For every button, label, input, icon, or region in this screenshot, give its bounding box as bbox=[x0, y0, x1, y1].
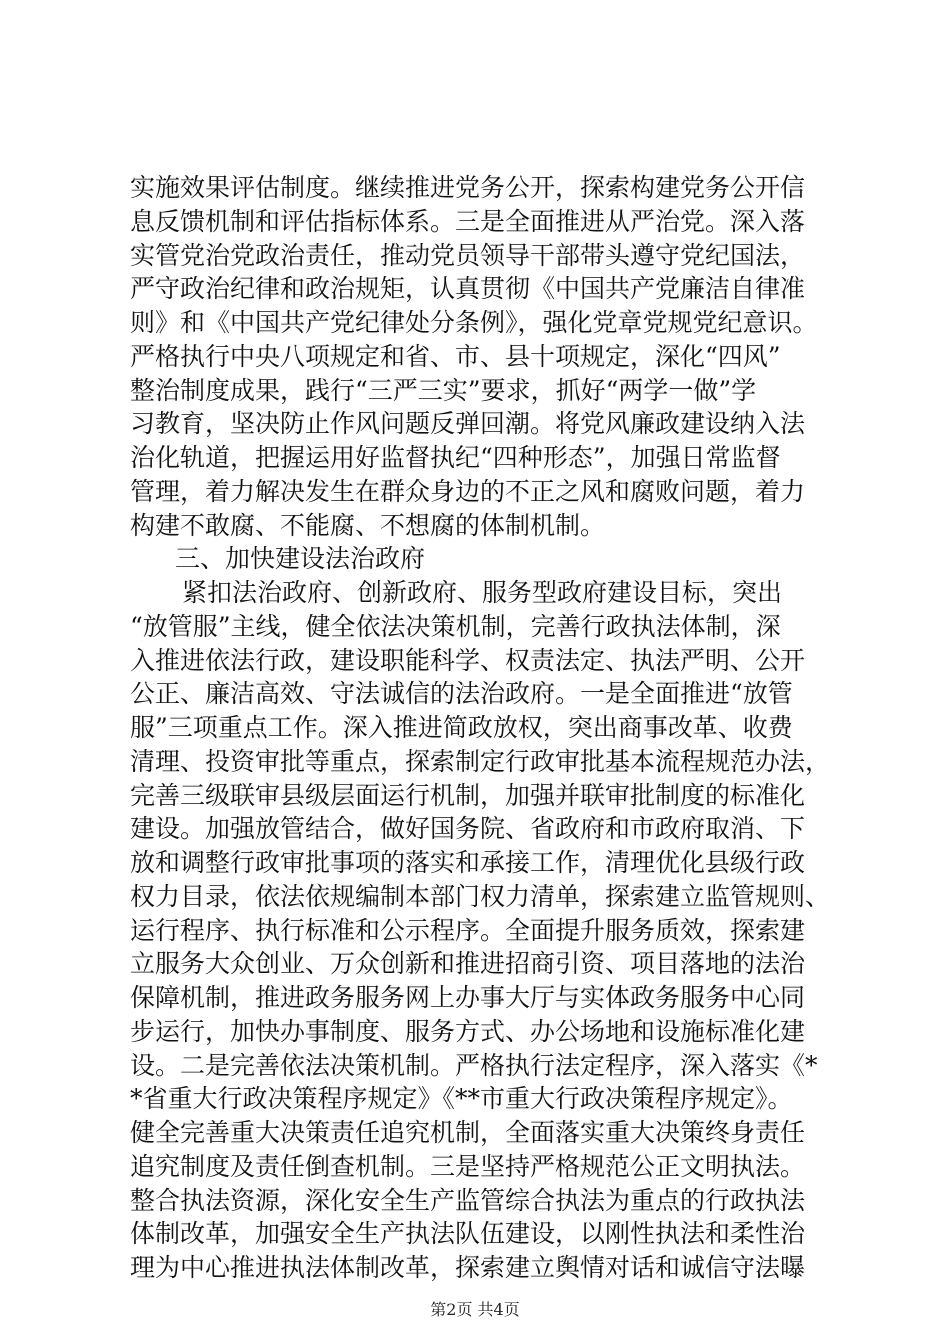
text-line: “放管服”主线，健全依法决策机制，完善行政执法体制，深 bbox=[130, 611, 781, 641]
text-line: 严格执行中央八项规定和省、市、县十项规定，深化“四风” bbox=[130, 341, 781, 371]
text-line: 构建不敢腐、不能腐、不想腐的体制机制。 bbox=[130, 510, 606, 540]
text-line: *省重大行政决策程序规定》《**市重大行政决策程序规定》。 bbox=[130, 1084, 793, 1114]
text-line: 保障机制，推进政务服务网上办事大厅与实体政务服务中心同 bbox=[130, 983, 806, 1012]
text-line: 息反馈机制和评估指标体系。三是全面推进从严治党。深入落 bbox=[130, 206, 806, 236]
text-line: 追究制度及责任倒查机制。三是坚持严格规范公正文明执法。 bbox=[130, 1151, 806, 1181]
text-line: 实管党治党政治责任，推动党员领导干部带头遵守党纪国法， bbox=[130, 240, 806, 270]
text-line: 严守政治纪律和政治规矩，认真贯彻《中国共产党廉洁自律准 bbox=[130, 274, 806, 304]
text-line: 管理，着力解决发生在群众身边的不正之风和腐败问题，着力 bbox=[130, 476, 806, 506]
text-line: 整治制度成果，践行“三严三实”要求，抓好“两学一做”学 bbox=[130, 375, 757, 405]
section-heading: 三、加快建设法治政府 bbox=[175, 544, 426, 574]
text-line: 入推进依法行政，建设职能科学、权责法定、执法严明、公开 bbox=[130, 645, 806, 675]
text-line: 权力目录，依法依规编制本部门权力清单，探索建立监管规则、 bbox=[130, 881, 830, 911]
text-line: 理为中心推进执法体制改革，探索建立舆情对话和诚信守法曝 bbox=[130, 1253, 806, 1282]
text-line: 体制改革，加强安全生产执法队伍建设，以刚性执法和柔性治 bbox=[130, 1219, 806, 1249]
paragraph-first-line: 紧扣法治政府、创新政府、服务型政府建设目标，突出 bbox=[182, 578, 783, 607]
text-line: 治化轨道，把握运用好监督执纪“四种形态”，加强日常监督 bbox=[130, 443, 781, 472]
text-line: 立服务大众创业、万众创新和推进招商引资、项目落地的法治 bbox=[130, 949, 806, 979]
text-line: 服”三项重点工作。深入推进简政放权，突出商事改革、收费 bbox=[130, 713, 793, 742]
text-line: 实施效果评估制度。继续推进党务公开，探索构建党务公开信 bbox=[130, 173, 806, 202]
text-line: 设。二是完善依法决策机制。严格执行法定程序，深入落实《* bbox=[130, 1050, 818, 1080]
text-line: 则》和《中国共产党纪律处分条例》，强化党章党规党纪意识。 bbox=[130, 308, 818, 337]
page-number: 第2页 共4页 bbox=[430, 1300, 520, 1319]
text-line: 完善三级联审县级层面运行机制，加强并联审批制度的标准化 bbox=[130, 780, 806, 810]
text-line: 建设。加强放管结合，做好国务院、省政府和市政府取消、下 bbox=[130, 814, 806, 844]
text-line: 清理、投资审批等重点，探索制定行政审批基本流程规范办法， bbox=[130, 746, 830, 776]
text-line: 健全完善重大决策责任追究机制，全面落实重大决策终身责任 bbox=[130, 1118, 806, 1147]
page-footer bbox=[0, 1300, 950, 1320]
text-line: 整合执法资源，深化安全生产监管综合执法为重点的行政执法 bbox=[130, 1185, 806, 1215]
text-line: 运行程序、执行标准和公示程序。全面提升服务质效，探索建 bbox=[130, 915, 806, 945]
text-line: 公正、廉洁高效、守法诚信的法治政府。一是全面推进“放管 bbox=[130, 679, 793, 709]
text-line: 步运行，加快办事制度、服务方式、办公场地和设施标准化建 bbox=[130, 1016, 806, 1046]
text-line: 放和调整行政审批事项的落实和承接工作，清理优化县级行政 bbox=[130, 848, 806, 877]
body-text bbox=[130, 171, 830, 1285]
text-line: 习教育，坚决防止作风问题反弹回潮。将党风廉政建设纳入法 bbox=[130, 409, 806, 439]
